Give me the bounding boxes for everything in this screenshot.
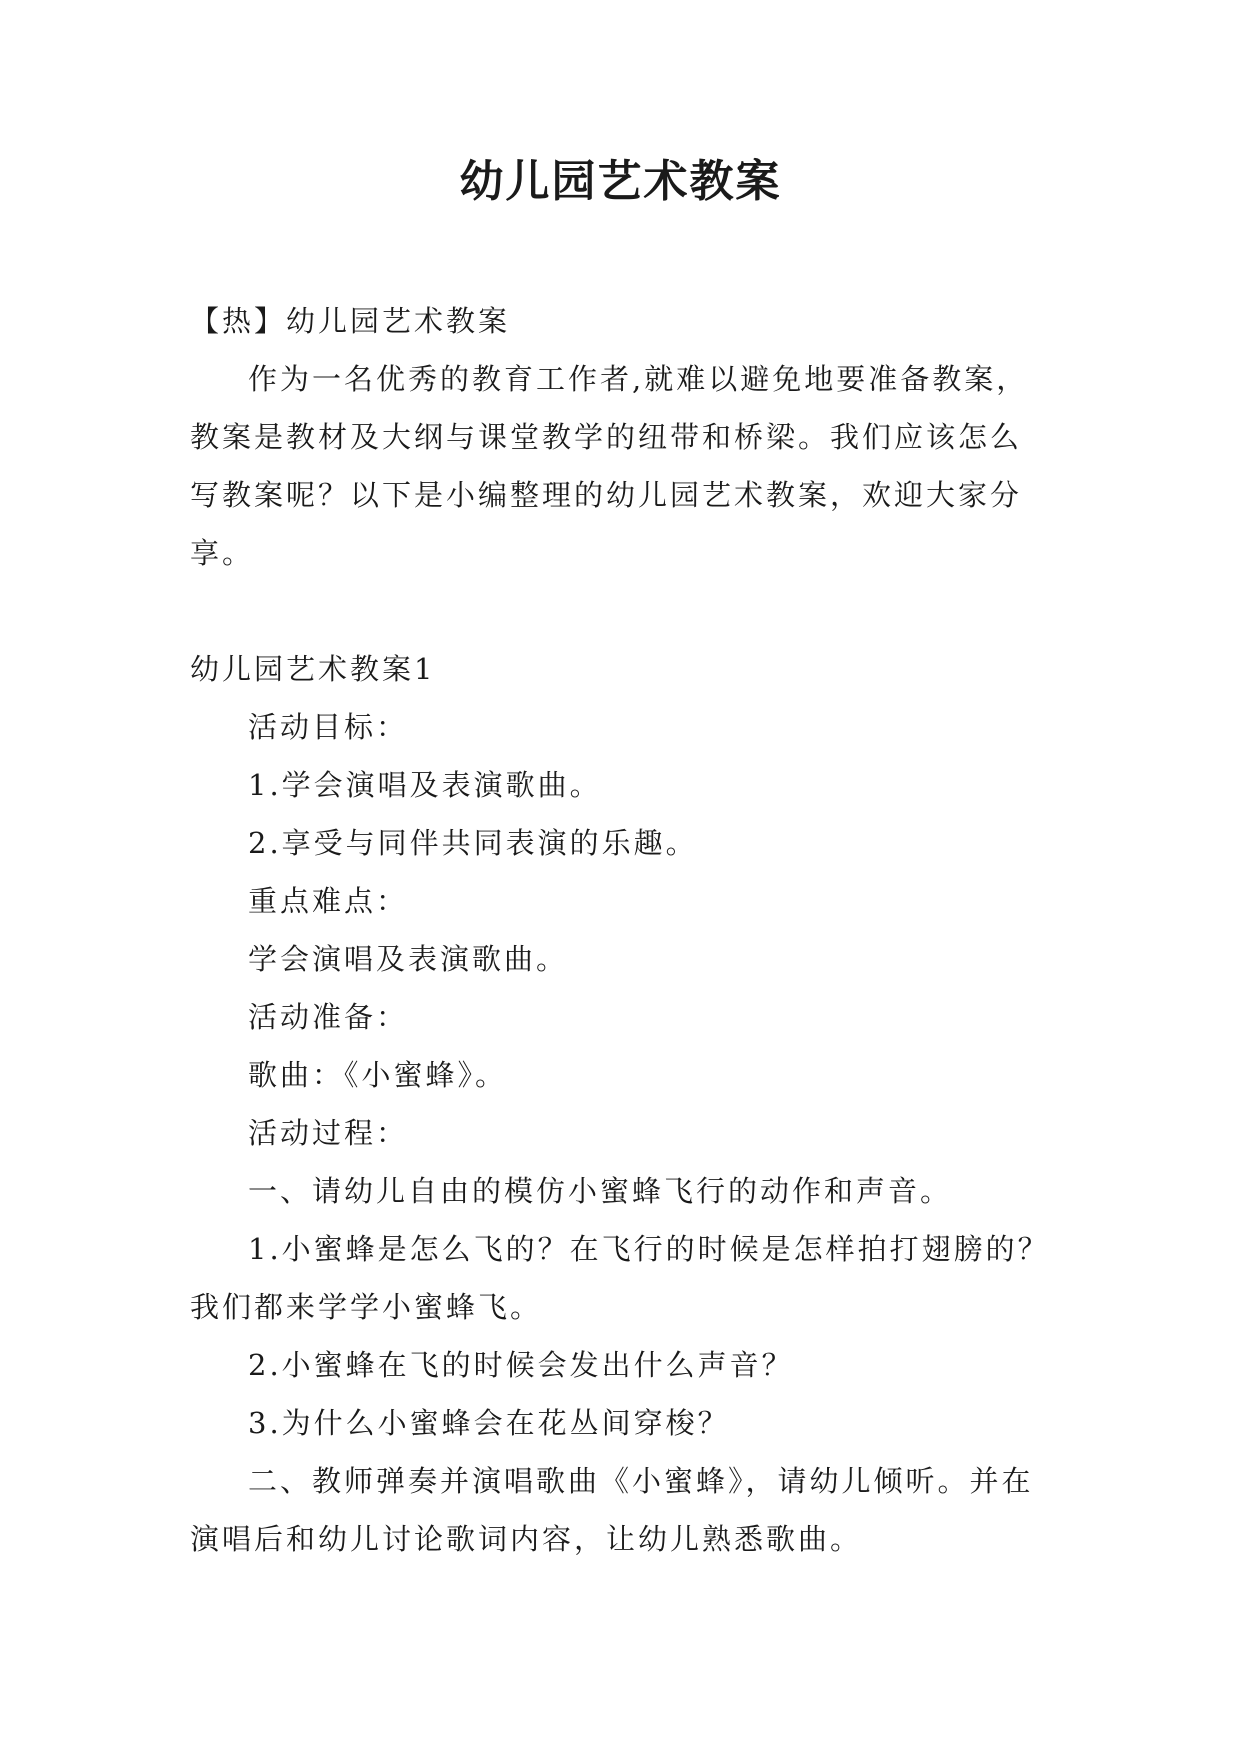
document-body <box>190 292 1052 1568</box>
paragraph: 二、教师弹奏并演唱歌曲《小蜜蜂》，请幼儿倾听。并在演唱后和幼儿讨论歌词内容，让幼儿熟悉歌曲。 <box>190 1464 1034 1556</box>
paragraph-gap <box>190 582 1052 640</box>
paragraph: 1.小蜜蜂是怎么飞的？在飞行的时候是怎样拍打翅膀的？我们都来学学小蜜蜂飞。 <box>190 1232 1050 1324</box>
paragraph: 活动目标： <box>248 710 409 744</box>
paragraph: 活动准备： <box>248 1000 409 1034</box>
paragraph: 歌曲：《小蜜蜂》。 <box>248 1058 508 1092</box>
paragraph: 1.学会演唱及表演歌曲。 <box>248 768 602 802</box>
intro-paragraph: 作为一名优秀的教育工作者,就难以避免地要准备教案，教案是教材及大纲与课堂教学的纽带和桥梁。我们应该怎么写教案呢？以下是小编整理的幼儿园艺术教案，欢迎大家分享。 <box>190 362 1029 570</box>
paragraph: 活动过程： <box>248 1116 409 1150</box>
paragraph: 重点难点： <box>248 884 409 918</box>
paragraph: 2.小蜜蜂在飞的时候会发出什么声音？ <box>248 1348 794 1382</box>
paragraph: 2.享受与同伴共同表演的乐趣。 <box>248 826 698 860</box>
heading-line: 【热】幼儿园艺术教案 <box>190 304 511 338</box>
document-title: 幼儿园艺术教案 <box>459 156 782 207</box>
paragraph: 一、请幼儿自由的模仿小蜜蜂飞行的动作和声音。 <box>248 1174 953 1208</box>
section-title: 幼儿园艺术教案1 <box>190 652 436 686</box>
paragraph: 3.为什么小蜜蜂会在花丛间穿梭？ <box>248 1406 730 1440</box>
paragraph: 学会演唱及表演歌曲。 <box>248 942 569 976</box>
